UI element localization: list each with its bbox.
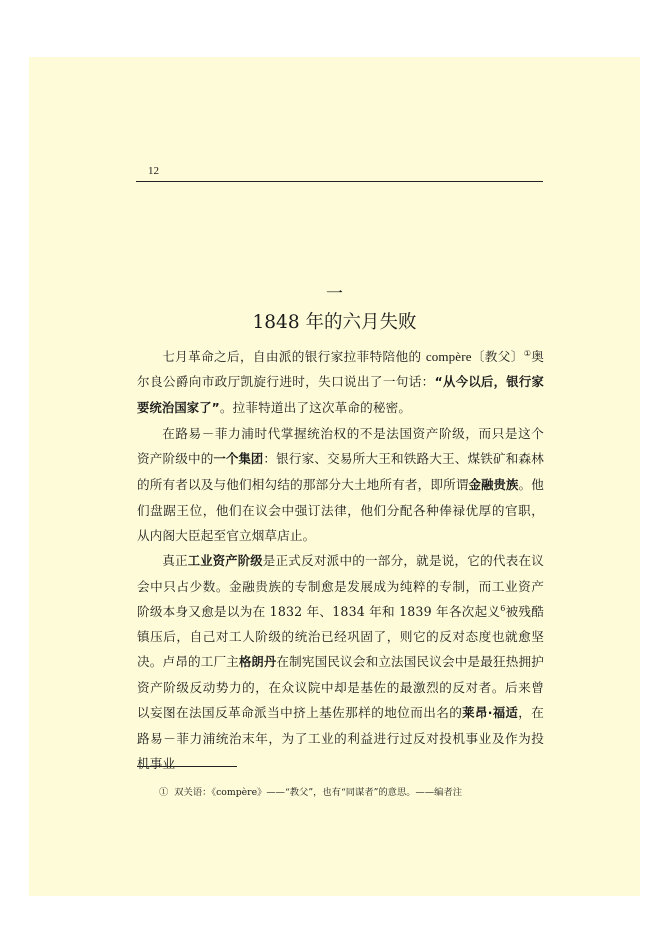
- endnote-marker[interactable]: 6: [500, 603, 506, 613]
- header-rule: [136, 181, 543, 182]
- emphasis-text: 一个集团: [213, 452, 264, 466]
- footnote-marker: ①: [159, 787, 169, 798]
- body-text: [137, 344, 544, 776]
- footnote-marker[interactable]: ①: [523, 348, 532, 358]
- footnote-text: 双关语：《compère》——“教父”，也有“同谋者”的意思。——编者注: [174, 787, 463, 798]
- paragraph-latin-term: compère: [425, 349, 472, 364]
- emphasis-text: 工业资产阶级: [187, 554, 263, 568]
- emphasis-text: 莱昂·福适: [462, 706, 519, 720]
- paragraph-text: ：银行家、交易所大王和铁路大王、煤铁矿和森林的所有者以及与他们相勾结的那部分大土地所有者，即所谓: [137, 451, 544, 492]
- document-page: [29, 57, 640, 896]
- footnote-rule: [137, 766, 237, 767]
- paragraph-3: [137, 548, 544, 776]
- footnote: [159, 784, 549, 798]
- paragraph-text: 。拉菲特道出了这次革命的秘密。: [219, 400, 412, 415]
- paragraph-text: 奥尔良公爵向市政厅凯旋行进时，失口说出了一句话：: [137, 349, 544, 389]
- paragraph-text: 真正: [162, 553, 188, 568]
- paragraph-text: 被残酷镇压后，自己对工人阶级的统治已经巩固了，则它的反对态度也就愈坚决。卢昂的工厂主: [137, 604, 544, 669]
- chapter-title: 1848 年的六月失败: [252, 312, 417, 333]
- page-number: 12: [148, 165, 159, 177]
- emphasis-text: 金融贵族: [468, 478, 519, 492]
- paragraph-text: 是正式反对派中的一部分，就是说，它的代表在议会中只占少数。金融贵族的专制愈是发展成为纯粹的专制，而工业资产阶级本身又愈是以为在 1832 年、1834 年和 1839 年各次起义: [137, 553, 544, 619]
- emphasis-text: 格朗丹: [238, 655, 277, 669]
- paragraph-1: [137, 344, 544, 421]
- paragraph-text: 在路易－菲力浦时代掌握统治权的不是法国资产阶级，而只是这个资产阶级中的: [137, 426, 544, 466]
- paragraph-text: 〔教父〕: [471, 349, 524, 364]
- chapter-number: 一: [326, 284, 343, 304]
- paragraph-text: 在制宪国民议会和立法国民议会中是最狂热拥护资产阶级反动势力的，在众议院中却是基佐的最激烈的反对者。后来曾以妄图在法国反革命派当中挤上基佐那样的地位而出名的: [137, 654, 545, 720]
- paragraph-2: [137, 421, 544, 548]
- paragraph-text: 七月革命之后，自由派的银行家拉菲特陪他的: [162, 349, 426, 364]
- emphasis-text: “从今以后，银行家要统治国家了”: [137, 375, 545, 415]
- paragraph-text: 。他们盘踞王位，他们在议会中强订法律，他们分配各种俸禄优厚的官职，从内阁大臣起至官立烟草店止。: [137, 477, 544, 543]
- paragraph-text: ，在路易－菲力浦统治末年，为了工业的利益进行过反对投机事业及作为投机事业: [137, 705, 545, 771]
